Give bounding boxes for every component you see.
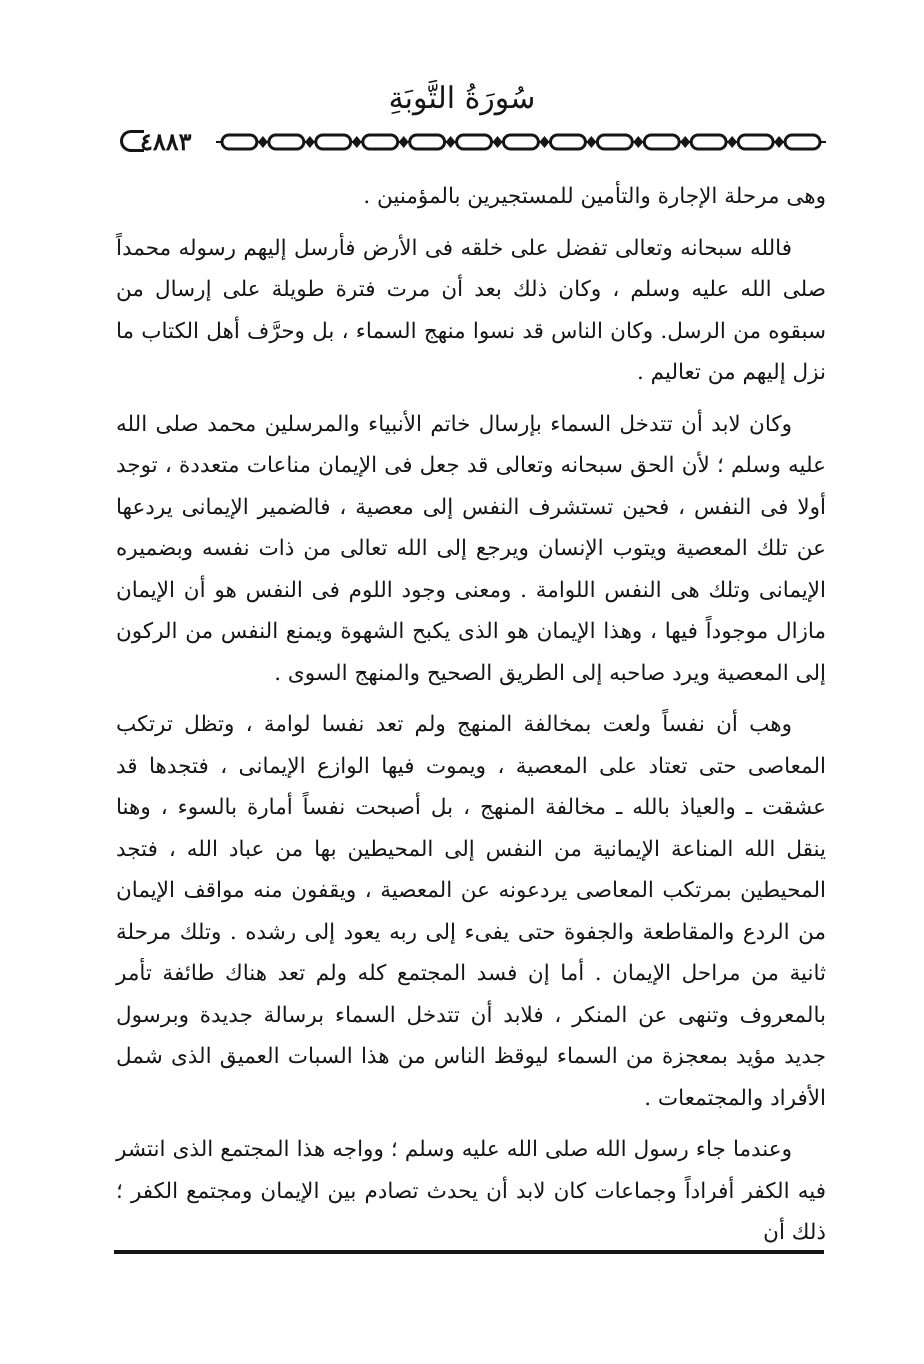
body-text: [116, 176, 826, 1264]
ornament-diamond: [493, 136, 503, 148]
ornament-link: [691, 135, 726, 149]
ornament-link: [738, 135, 773, 149]
ornament-link: [269, 135, 304, 149]
ornament-diamond: [774, 136, 784, 148]
ornament-link: [363, 135, 398, 149]
paragraph-4: وهب أن نفساً ولعت بمخالفة المنهج ولم تعد نفسا لوامة ، وتظل ترتكب المعاصى حتى تعتاد على المعصية ، ويموت فيها الوازع الإيمانى ، فتجدها قد عشقت ـ والعياذ بالله ـ مخالفة المنهج ، بل أصبحت نفساً أمارة بالسوء ، وهنا ينقل الله المناعة الإيمانية من النفس إلى المحيطين بها من عباد الله ، فتجد المحيطين بمرتكب المعاصى يردعونه عن المعصية ، ويقفون منه مواقف الإيمان من الردع والمقاطعة والجفوة حتى يفىء إلى ربه يعود إلى رشده . وتلك مرحلة ثانية من مراحل الإيمان . أما إن فسد المجتمع كله ولم تعد هناك طائفة تأمر بالمعروف وتنهى عن المنكر ، فلابد أن تتدخل السماء برسالة جديدة وبرسول جديد مؤيد بمعجزة من السماء ليوقظ الناس من هذا السبات العميق الذى شمل الأفراد والمجتمعات .: [116, 712, 826, 1111]
ornament-link: [316, 135, 351, 149]
page-header: [120, 124, 826, 160]
ornament-link: [644, 135, 679, 149]
ornament-link: [457, 135, 492, 149]
ornament-diamond: [399, 136, 409, 148]
ornament-link: [551, 135, 586, 149]
ornament-diamond: [352, 136, 362, 148]
page-number: ٤٨٨٣: [140, 127, 192, 156]
paragraph-3: وكان لابد أن تتدخل السماء بإرسال خاتم الأنبياء والمرسلين محمد صلى الله عليه وسلم ؛ لأن الحق سبحانه وتعالى قد جعل فى الإيمان مناعات متعددة ، توجد أولا فى النفس ، فحين تستشرف النفس إلى معصية ، فالضمير الإيمانى يردعها عن تلك المعصية ويتوب الإنسان ويرجع إلى الله تعالى من ذات نفسه وبضميره الإيمانى وتلك هى النفس اللوامة . ومعنى وجود اللوم فى النفس هو أن الإيمان مازال موجوداً فيها ، وهذا الإيمان هو الذى يكبح الشهوة ويمنع النفس من الركون إلى المعصية ويرد صاحبه إلى الطريق الصحيح والمنهج السوى .: [116, 411, 826, 686]
ornament-link: [222, 135, 257, 149]
ornament-diamond: [446, 136, 456, 148]
ornament-link: [410, 135, 445, 149]
ornament-diamond: [586, 136, 596, 148]
ornament-diamond: [680, 136, 690, 148]
ornament-diamond: [633, 136, 643, 148]
ornament-link: [785, 135, 820, 149]
ornament-link: [504, 135, 539, 149]
paragraph-2: فالله سبحانه وتعالى تفضل على خلقه فى الأرض فأرسل إليهم رسوله محمداً صلى الله عليه وسلم ، وكان ذلك بعد أن مرت فترة طويلة على إرسال من سبقوه من الرسل. وكان الناس قد نسوا منهج السماء ، بل وحرَّف أهل الكتاب ما نزل إليهم من تعاليم .: [116, 235, 826, 385]
ornament-diamond: [258, 136, 268, 148]
ornament-link: [597, 135, 632, 149]
ornament-diamond: [539, 136, 549, 148]
ornament-diamond: [727, 136, 737, 148]
ornament-diamond: [305, 136, 315, 148]
paragraph-1: وهى مرحلة الإجارة والتأمين للمستجيرين بالمؤمنين .: [363, 184, 826, 209]
paragraph-5: وعندما جاء رسول الله صلى الله عليه وسلم ؛ وواجه هذا المجتمع الذى انتشر فيه الكفر أفراداً وجماعات كان لابد أن يحدث تصادم بين الإيمان ومجتمع الكفر ؛ ذلك أن: [116, 1137, 826, 1245]
surah-title: سُورَةُ التَّوبَةِ: [388, 81, 536, 116]
footer-rule: [114, 1250, 824, 1254]
ornamental-border: [216, 130, 826, 154]
